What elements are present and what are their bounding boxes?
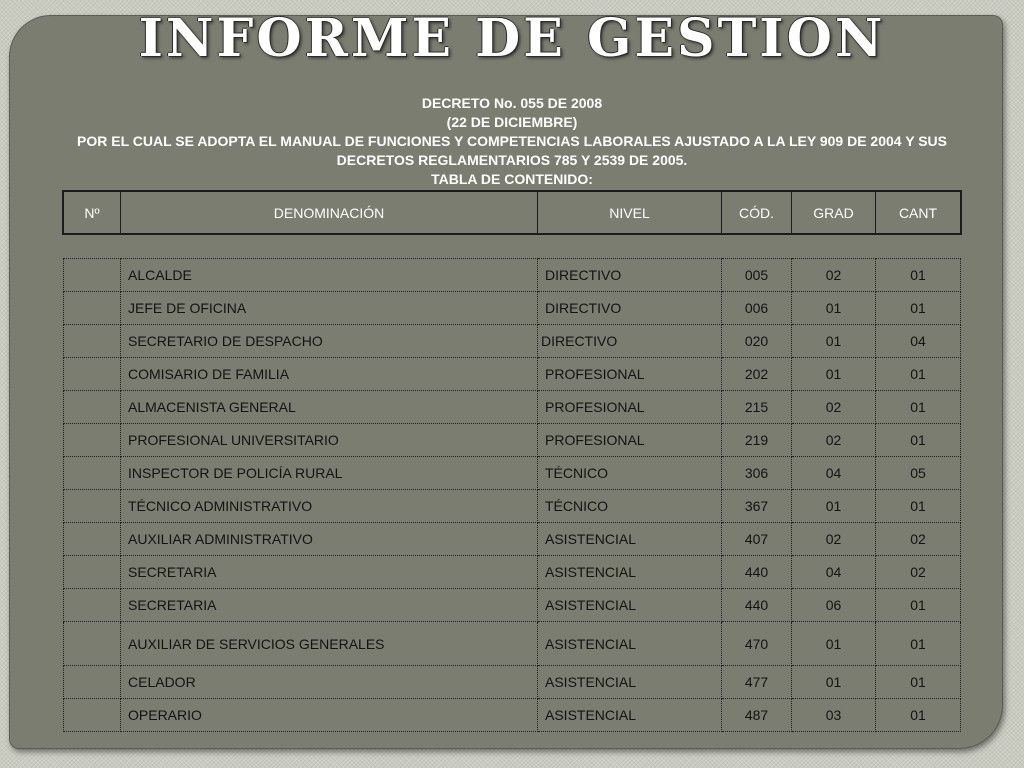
cell-nivel: PROFESIONAL [538,358,722,391]
cell-num [64,259,121,292]
table-row [64,391,961,424]
cell-denominacion: SECRETARIA [121,589,538,622]
cell-cod: 202 [722,358,792,391]
cell-cod: 006 [722,292,792,325]
cell-cod: 440 [722,589,792,622]
cell-num [64,325,121,358]
cell-cant: 01 [876,622,961,666]
cell-nivel: TÉCNICO [538,457,722,490]
cell-denominacion: ALCALDE [121,259,538,292]
cell-denominacion: OPERARIO [121,699,538,732]
cell-cant: 04 [876,325,961,358]
cell-grad: 01 [792,292,876,325]
cell-cod: 219 [722,424,792,457]
cell-grad: 01 [792,622,876,666]
cell-num [64,490,121,523]
cell-cod: 407 [722,523,792,556]
cell-grad: 01 [792,490,876,523]
cell-cod: 477 [722,666,792,699]
cell-cant: 05 [876,457,961,490]
cell-num [64,457,121,490]
decree-subtitle [0,94,1024,189]
header-num: Nº [64,192,121,234]
cell-grad: 03 [792,699,876,732]
cell-nivel: TÉCNICO [538,490,722,523]
cell-num [64,699,121,732]
cell-cod: 440 [722,556,792,589]
cell-denominacion: SECRETARIO DE DESPACHO [121,325,538,358]
cell-cod: 005 [722,259,792,292]
decree-description-cont: DECRETOS REGLAMENTARIOS 785 Y 2539 DE 2005. [336,152,688,168]
cell-denominacion: PROFESIONAL UNIVERSITARIO [121,424,538,457]
cell-nivel: DIRECTIVO [538,292,722,325]
cell-nivel: DIRECTIVO [538,259,722,292]
cell-nivel: PROFESIONAL [538,424,722,457]
cell-grad: 04 [792,556,876,589]
cell-cod: 470 [722,622,792,666]
cell-cant: 01 [876,292,961,325]
cell-grad: 01 [792,325,876,358]
cell-num [64,358,121,391]
cell-num [64,556,121,589]
cell-nivel: DIRECTIVO [538,325,722,358]
header-nivel: NIVEL [538,192,722,234]
decree-date: (22 DE DICIEMBRE) [446,114,578,130]
cell-denominacion: SECRETARIA [121,556,538,589]
cell-grad: 01 [792,666,876,699]
cell-grad: 02 [792,391,876,424]
cell-grad: 02 [792,523,876,556]
header-cod: CÓD. [722,192,792,234]
table-header [63,191,961,234]
table-row [64,490,961,523]
cell-num [64,523,121,556]
cell-nivel: ASISTENCIAL [538,666,722,699]
cell-denominacion: COMISARIO DE FAMILIA [121,358,538,391]
cell-cant: 01 [876,589,961,622]
decree-number: DECRETO No. 055 DE 2008 [421,95,603,111]
cell-cant: 01 [876,424,961,457]
cell-num [64,622,121,666]
table-row [64,699,961,732]
cell-cant: 01 [876,490,961,523]
cell-cod: 487 [722,699,792,732]
table-row [64,589,961,622]
cell-nivel: ASISTENCIAL [538,523,722,556]
cell-num [64,424,121,457]
cell-grad: 02 [792,259,876,292]
table-of-contents-label: TABLA DE CONTENIDO: [431,171,593,187]
cell-denominacion: CELADOR [121,666,538,699]
cell-num [64,292,121,325]
cell-nivel: ASISTENCIAL [538,622,722,666]
table-row [64,622,961,666]
table-row [64,556,961,589]
positions-table [63,258,961,732]
table-row [64,358,961,391]
cell-nivel: ASISTENCIAL [538,589,722,622]
cell-cant: 01 [876,391,961,424]
cell-denominacion: AUXILIAR DE SERVICIOS GENERALES [121,622,538,666]
cell-denominacion: TÉCNICO ADMINISTRATIVO [121,490,538,523]
table-row [64,457,961,490]
header-denominacion: DENOMINACIÓN [121,192,538,234]
cell-denominacion: AUXILIAR ADMINISTRATIVO [121,523,538,556]
cell-nivel: ASISTENCIAL [538,699,722,732]
cell-cant: 01 [876,259,961,292]
header-grad: GRAD [792,192,876,234]
cell-denominacion: INSPECTOR DE POLICÍA RURAL [121,457,538,490]
cell-cant: 01 [876,666,961,699]
cell-cant: 02 [876,556,961,589]
cell-num [64,589,121,622]
cell-grad: 01 [792,358,876,391]
table-row [64,259,961,292]
cell-num [64,666,121,699]
cell-grad: 02 [792,424,876,457]
cell-cod: 215 [722,391,792,424]
cell-cod: 020 [722,325,792,358]
cell-cod: 306 [722,457,792,490]
cell-nivel: ASISTENCIAL [538,556,722,589]
table-row [64,325,961,358]
table-row [64,292,961,325]
cell-cant: 01 [876,699,961,732]
table-row [64,523,961,556]
cell-grad: 06 [792,589,876,622]
cell-denominacion: ALMACENISTA GENERAL [121,391,538,424]
cell-cant: 02 [876,523,961,556]
table-row [64,424,961,457]
cell-nivel: PROFESIONAL [538,391,722,424]
cell-denominacion: JEFE DE OFICINA [121,292,538,325]
cell-grad: 04 [792,457,876,490]
page-title: INFORME DE GESTION [138,8,886,69]
cell-cant: 01 [876,358,961,391]
header-cant: CANT [876,192,961,234]
table-row [64,666,961,699]
header-row [64,192,961,234]
cell-num [64,391,121,424]
cell-cod: 367 [722,490,792,523]
decree-description: POR EL CUAL SE ADOPTA EL MANUAL DE FUNCIONES Y COMPETENCIAS LABORALES AJUSTADO A LA LEY 909 DE 2004 Y SUS [77,133,947,149]
